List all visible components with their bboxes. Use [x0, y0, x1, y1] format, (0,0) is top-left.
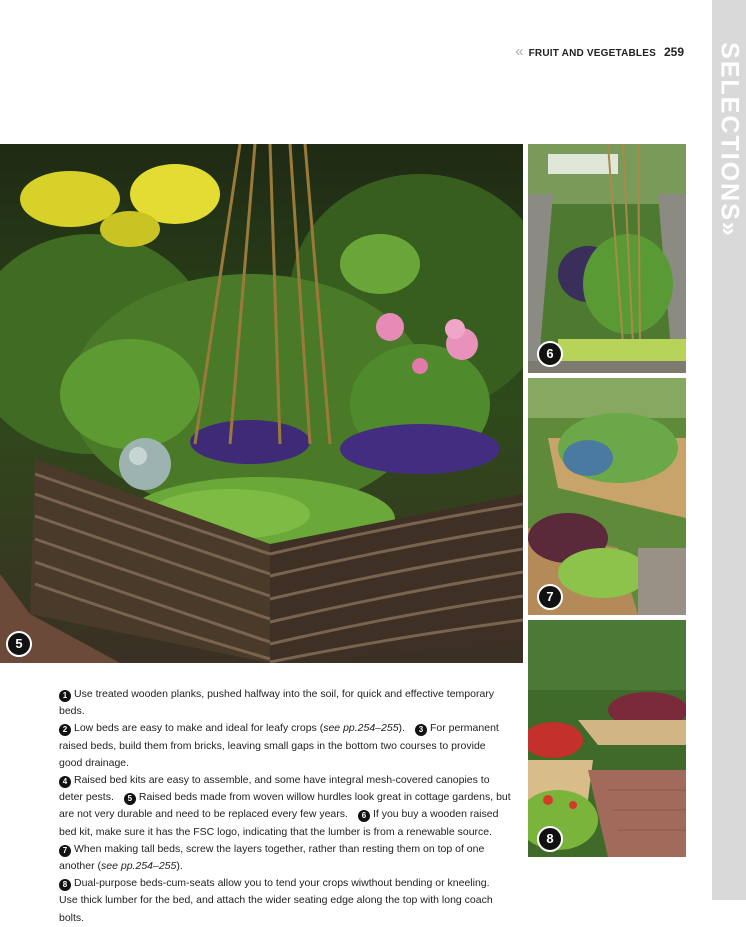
caption-number: 4: [59, 776, 71, 788]
photo-number-badge: 8: [537, 826, 563, 852]
caption-number: 7: [59, 845, 71, 857]
side-tab-label: SELECTIONS»: [715, 42, 744, 238]
page-number: 259: [663, 45, 684, 59]
caption-number: 6: [358, 810, 370, 822]
caption-number: 2: [59, 724, 71, 736]
caption-number: 3: [415, 724, 427, 736]
page-reference: see pp.254–255: [101, 860, 177, 873]
section-title: FRUIT AND VEGETABLES: [528, 48, 656, 59]
chevron-left-icon: «: [515, 43, 524, 60]
running-head: [515, 43, 684, 61]
photo-willow-raised-bed: [0, 144, 523, 663]
caption-number: 1: [59, 690, 71, 702]
caption-text: Raised beds made from woven willow hurdles look great in cottage gardens, but are not very durable and need to be replaced every few years.: [59, 791, 511, 821]
caption-text: Use treated wooden planks, pushed halfway into the soil, for quick and effective temporary beds.: [59, 688, 495, 718]
caption-text: When making tall beds, screw the layers together, rather than resting them on top of one another (: [59, 842, 485, 873]
caption-text: Dual-purpose beds-cum-seats allow you to tend your crops wiwthout bending or kneeling. Use thick lumber for the bed, and attach the wider seating edge along the top with long coach bolts.: [59, 877, 493, 924]
page-reference: see pp.254–255: [323, 722, 399, 735]
caption-number: 8: [59, 879, 71, 891]
photo-number-badge: 7: [537, 584, 563, 610]
caption-text: ).: [176, 860, 183, 873]
caption-text: If you buy a wooden raised bed kit, make sure it has the FSC logo, indicating that the lumber is from a renewable source.: [59, 808, 499, 838]
photo-tall-wooden-beds: [528, 378, 686, 615]
photo-number-badge: 5: [6, 631, 32, 657]
caption-text: ).: [398, 722, 405, 735]
caption-text: Low beds are easy to make and ideal for leafy crops (: [74, 722, 324, 735]
photo-bed-cum-seat: [528, 620, 686, 857]
photo-captions: [59, 686, 511, 927]
caption-number: 5: [124, 793, 136, 805]
caption-text: For permanent raised beds, build them from bricks, leaving small gaps in the bottom two courses to provide good drainage.: [59, 722, 499, 769]
photo-wooden-raised-bed-kit: [528, 144, 686, 373]
caption-text: Raised bed kits are easy to assemble, and some have integral mesh-covered canopies to deter pests.: [59, 774, 490, 804]
photo-number-badge: 6: [537, 341, 563, 367]
